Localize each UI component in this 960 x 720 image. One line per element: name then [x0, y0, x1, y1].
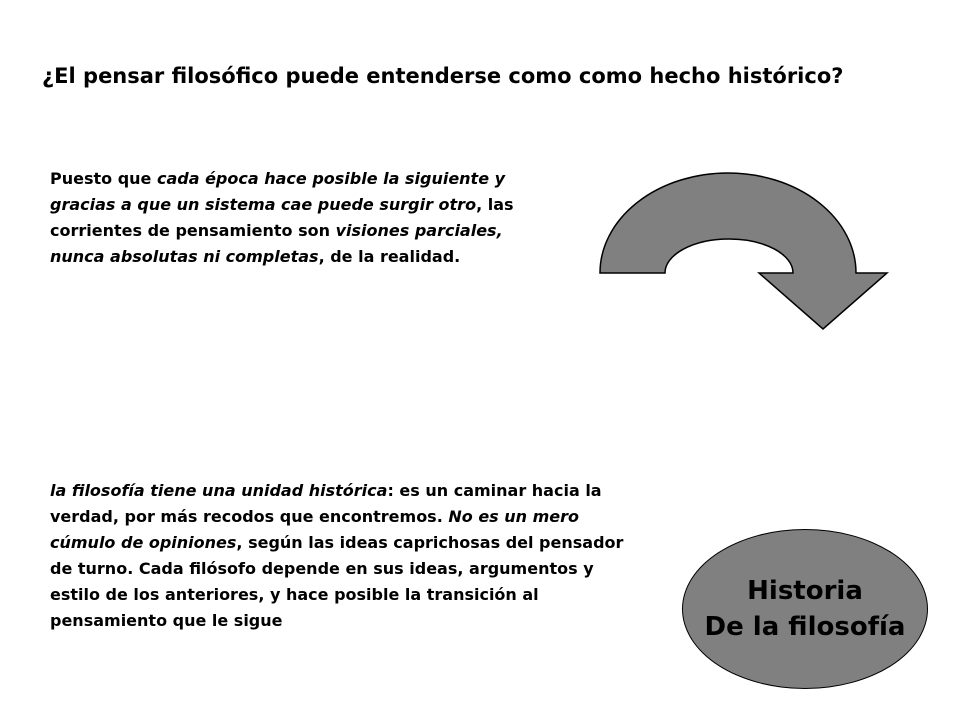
oval-line-1: Historia	[747, 576, 863, 606]
paragraph-1-text-1: Puesto que	[50, 169, 157, 188]
paragraph-1-emphasis-2: visiones parciales, nunca absolutas ni completas	[50, 221, 503, 266]
paragraph-1-emphasis-1: cada época hace posible la siguiente y gracias a que un sistema cae puede surgir otro	[50, 169, 506, 214]
paragraph-2-text-2: , según las ideas caprichosas del pensador de turno. Cada filósofo depende en sus ideas, argumentos y estilo de los anteriores, y hace posible la transición al pensamiento que le sigue	[50, 533, 624, 630]
paragraph-2-emphasis-1: la filosofía tiene una unidad histórica	[50, 481, 388, 500]
paragraph-historical-unity	[50, 478, 630, 634]
slide-title: ¿El pensar filosófico puede entenderse como como hecho histórico?	[42, 64, 844, 88]
oval-line-2: De la filosofía	[704, 612, 906, 642]
paragraph-1-text-3: , de la realidad.	[318, 247, 461, 266]
curved-arrow-shape	[600, 173, 887, 329]
paragraph-1-text-2: , las corrientes de pensamiento son	[50, 195, 514, 240]
curved-arrow-icon	[590, 168, 900, 338]
history-of-philosophy-oval	[682, 529, 928, 689]
paragraph-historical-sequence	[50, 166, 520, 270]
paragraph-2-text-1: : es un caminar hacia la verdad, por más recodos que encontremos.	[50, 481, 602, 526]
paragraph-2-emphasis-2: No es un mero cúmulo de opiniones	[50, 507, 580, 552]
